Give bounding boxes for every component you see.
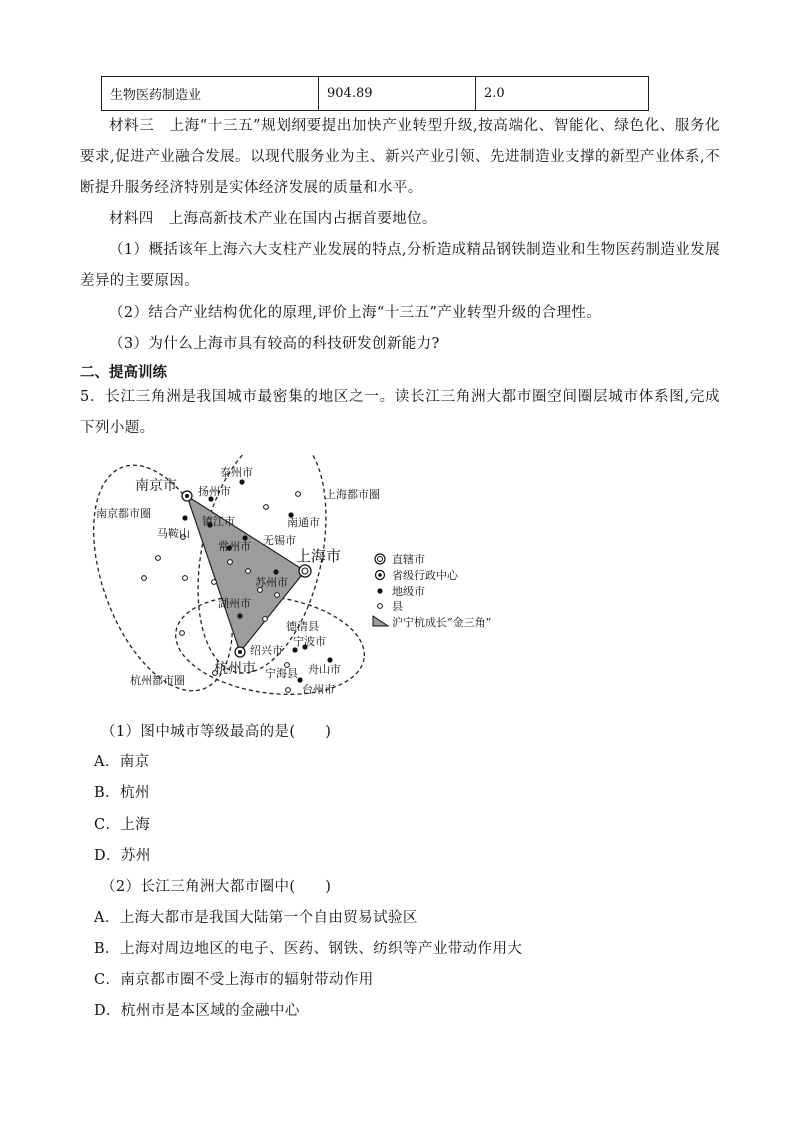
taizhou-south-marker [297,677,302,682]
hangzhou-marker [235,647,245,657]
ninghai-label: 宁海县 [265,667,298,680]
legend-county: 县 [392,600,403,613]
yangtze-delta-map [90,455,540,705]
option-1c: C．上海 [94,817,151,833]
table-cell: 904.89 [319,77,476,111]
county-legend-icon [378,604,383,609]
maanshan-marker [182,515,187,520]
option-1b: B．杭州 [94,785,150,801]
nanjing-label: 南京市 [135,478,177,494]
material-four: 材料四 上海高新技术产业在国内占据首要地位。 [109,211,437,227]
provincial-capital-legend-dot [378,573,382,577]
suzhou-label: 苏州市 [255,576,288,589]
option-1a: A．南京 [94,754,150,770]
hangzhou-circle-label: 杭州都市圈 [130,674,185,687]
hangzhou-label: 杭州市 [214,661,256,677]
county-marker [180,631,185,636]
nanjing-circle-label: 南京都市圈 [96,507,151,520]
county-marker [183,576,188,581]
changzhou-label: 常州市 [218,540,251,553]
suzhou-marker [273,569,278,574]
question-1: （1）概括该年上海六大支柱产业发展的特点,分析造成精品钢铁制造业和生物医药制造业发展差异的主要原因。 [80,242,720,289]
county-marker [296,492,301,497]
prefecture-legend-icon [377,588,382,593]
legend-golden-triangle: 沪宁杭成长“金三角” [392,616,492,629]
shanghai-label: 上海市 [296,547,342,565]
taizhou-north-label: 泰州市 [220,466,253,479]
question-5-intro: 5．长江三角洲是我国城市最密集的地区之一。读长江三角洲大都市圈空间圈层城市体系图,完成下列小题。 [80,389,720,436]
county-marker [275,593,280,598]
table-cell: 生物医药制造业 [102,77,319,111]
county-marker [246,569,251,574]
taizhou-south-label: 台州市 [302,683,335,696]
option-2d: D．杭州市是本区域的金融中心 [94,1003,300,1019]
nanjing-marker [182,491,192,501]
zhoushan-label: 舟山市 [308,663,341,676]
map-legend [373,552,491,629]
sub-question-2: （2）长江三角洲大都市圈中( ) [101,879,332,895]
sub-question-1: （1）图中城市等级最高的是( ) [101,724,332,740]
maanshan-label: 马鞍山 [157,527,190,540]
yangzhou-label: 扬州市 [198,485,231,498]
question-2: （2）结合产业结构优化的原理,评价上海“十三五”产业转型升级的合理性。 [109,305,602,321]
county-marker [264,505,269,510]
zhenjiang-label: 镇江市 [202,515,235,528]
municipality-legend-icon-inner [378,557,383,562]
question-3: （3）为什么上海市具有较高的科技研发创新能力? [109,336,440,352]
zhoushan-marker [327,657,332,662]
table-row [102,77,649,111]
shanghai-circle-label: 上海都市圈 [325,488,380,501]
option-2a: A．上海大都市是我国大陆第一个自由贸易试验区 [94,910,418,926]
huzhou-marker [237,613,242,618]
county-marker [156,556,161,561]
county-marker [228,560,233,565]
section-title: 二、提高训练 [80,365,167,381]
industry-table [101,76,649,111]
county-marker [286,688,291,693]
option-2c: C．南京都市圈不受上海市的辐射带动作用 [94,972,374,988]
nantong-label: 南通市 [287,516,320,529]
shanghai-marker [299,565,311,577]
table-cell: 2.0 [476,77,649,111]
wuxi-label: 无锡市 [263,534,296,547]
county-marker [142,576,147,581]
county-marker [263,617,268,622]
option-1d: D．苏州 [94,848,151,864]
material-three: 材料三 上海“十三五”规划纲要提出加快产业转型升级,按高端化、智能化、绿色化、服务化要求,促进产业融合发展。以现代服务业为主、新兴产业引领、先进制造业支撑的新型产业体系,不断提升服务经济特别是实体经济发展的质量和水平。 [80,118,720,196]
shaoxing-marker [292,647,297,652]
huzhou-label: 湖州市 [218,597,251,610]
legend-provincial-capital: 省级行政中心 [392,569,458,582]
option-2b: B．上海对周边地区的电子、医药、钢铁、纺织等产业带动作用大 [94,941,523,957]
taizhou-north-marker [239,479,244,484]
legend-prefecture: 地级市 [392,585,425,598]
deqing-label: 德清县 [286,620,319,633]
triangle-legend-icon [373,616,388,626]
legend-municipality: 直辖市 [392,553,425,566]
ningbo-label: 宁波市 [293,635,326,648]
county-marker [212,580,217,585]
shaoxing-label: 绍兴市 [250,644,283,657]
